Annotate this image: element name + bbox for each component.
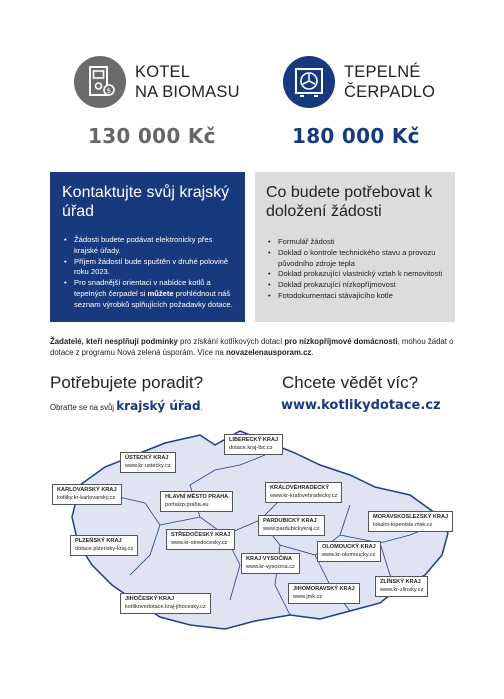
region-web: www.kr-vysocina.cz — [246, 563, 295, 570]
region-plzensky[interactable] — [70, 535, 138, 556]
region-liberecky[interactable] — [224, 434, 283, 455]
region-web: www.pardubickykraj.cz — [263, 525, 320, 532]
needs-box — [255, 172, 455, 322]
region-name: JIHOČESKÝ KRAJ — [125, 596, 175, 602]
region-jihomoravsky[interactable] — [288, 583, 360, 604]
list-item: • Doklad prokazující vlastnický vztah k nemovitosti — [266, 269, 445, 280]
region-name: PARDUBICKÝ KRAJ — [263, 518, 317, 524]
advice-subtext — [50, 399, 203, 413]
region-karlovarsky[interactable] — [52, 484, 122, 505]
region-web: www.kr-stredocesky.cz — [171, 539, 228, 546]
region-kralovehradecky[interactable] — [265, 482, 342, 503]
region-name: STŘEDOČESKÝ KRAJ — [171, 532, 231, 538]
list-item: • Příjem žádostí bude spuštěn v druhé polovině roku 2023. — [62, 257, 235, 279]
boiler-icon — [74, 56, 126, 108]
heat-pump-icon — [283, 56, 335, 108]
region-web: kotliky.kr-karlovarsky.cz — [57, 494, 116, 501]
region-jihocesky[interactable] — [120, 593, 211, 614]
region-web: www.kr-kralovehradecky.cz — [270, 492, 338, 499]
list-item-text: prohlédnout náš seznam výrobků splňujících požadavky dotace. — [74, 288, 233, 309]
region-web: kotlikovedotace.kraj-jihocesky.cz — [125, 603, 206, 610]
note-text: . — [311, 348, 314, 357]
region-pardubicky[interactable] — [258, 515, 325, 536]
nzu-link[interactable]: novazelenausporam.cz — [225, 348, 312, 357]
svg-text:$: $ — [106, 86, 112, 95]
region-vysocina[interactable] — [241, 553, 300, 574]
region-web: dotace.kraj-lbc.cz — [229, 444, 273, 451]
region-name: ÚSTECKÝ KRAJ — [125, 455, 169, 461]
note-bold: Žadatelé, kteří nesplňují podmínky — [50, 337, 178, 346]
offer-title-line: NA BIOMASU — [135, 83, 240, 101]
offer-title — [344, 62, 435, 102]
region-name: MORAVSKOSLEZSKÝ KRAJ — [373, 514, 449, 520]
list-item-emphasis: můžete — [147, 288, 174, 298]
list-item: • Fotodokumentaci stávajícího kotle — [266, 291, 445, 302]
region-map — [50, 425, 460, 630]
advice-subtext-end: . — [200, 403, 203, 412]
advice-heading: Potřebujete poradit? — [50, 373, 204, 392]
website-link[interactable]: www.kotlikydotace.cz — [281, 398, 441, 413]
region-praha[interactable] — [160, 491, 233, 512]
region-web: lokalni-topeniste.msk.cz — [373, 521, 433, 528]
needs-box-title: Co budete potřebovat k doložení žádosti — [266, 184, 433, 220]
more-heading: Chcete vědět víc? — [282, 373, 419, 392]
region-olomoucky[interactable] — [317, 541, 381, 562]
region-stredocesky[interactable] — [166, 529, 235, 550]
contact-box-title: Kontaktujte svůj krajský úřad — [62, 184, 230, 220]
note-bold: pro nízkopříjmové domácnosti — [284, 337, 398, 346]
offer-title-line: ČERPADLO — [344, 83, 436, 101]
region-name: KRAJ VYSOČINA — [246, 556, 293, 562]
price-heat-pump: 180 000 Kč — [292, 124, 420, 148]
advice-subtext-text: Obraťte se na svůj — [50, 403, 117, 412]
region-moravskoslezsky[interactable] — [368, 511, 453, 532]
note-text: pro získání kotlíkových dotací — [177, 337, 285, 346]
region-zlinsky[interactable] — [375, 576, 428, 597]
region-name: KARLOVARSKÝ KRAJ — [57, 487, 117, 493]
region-name: ZLÍNSKÝ KRAJ — [380, 579, 421, 585]
advice-subtext-bold: krajský úřad — [116, 399, 201, 413]
region-name: JIHOMORAVSKÝ KRAJ — [293, 586, 355, 592]
needs-list — [266, 237, 445, 302]
contact-box — [50, 172, 245, 322]
offer-title-line: KOTEL — [135, 63, 191, 81]
list-item: • Doklad o kontrole technického stavu a provozu původního zdroje tepla — [266, 248, 445, 270]
price-biomass: 130 000 Kč — [88, 124, 216, 148]
offer-biomass — [74, 56, 240, 108]
region-web: www.kr-zlinsky.cz — [380, 586, 424, 593]
region-web: www.jmk.cz — [293, 593, 323, 600]
list-item: • Formulář žádosti — [266, 237, 445, 248]
region-name: OLOMOUCKÝ KRAJ — [322, 544, 376, 550]
region-ustecky[interactable] — [120, 452, 176, 473]
offer-title-line: TEPELNÉ — [344, 63, 421, 81]
eligibility-note — [50, 336, 456, 358]
note-text: , mohou žádat o dotace z programu Nová zelená úsporám. Více na — [50, 337, 454, 357]
list-item-text: Pro snadnější orientaci v nabídce kotlů a tepelných čerpadel si — [74, 278, 211, 298]
offer-title — [135, 62, 240, 102]
region-web: www.kr-olomoucky.cz — [322, 551, 376, 558]
list-item: • Žádosti budete podávat elektronicky přes krajské úřady. — [62, 235, 235, 257]
region-name: HLAVNÍ MĚSTO PRAHA — [165, 494, 229, 500]
list-item: • Doklad prokazující nízkopříjmovost — [266, 280, 445, 291]
region-web: www.kr-ustecky.cz — [125, 462, 171, 469]
region-name: PLZEŇSKÝ KRAJ — [75, 538, 122, 544]
region-name: LIBERECKÝ KRAJ — [229, 437, 279, 443]
contact-list — [62, 235, 235, 311]
list-item — [62, 278, 235, 310]
offer-heat-pump — [283, 56, 435, 108]
region-web: portalzp.praha.eu — [165, 501, 209, 508]
region-name: KRÁLOVÉHRADECKÝ — [270, 485, 330, 491]
region-web: dotace.plzensky-kraj.cz — [75, 545, 134, 552]
